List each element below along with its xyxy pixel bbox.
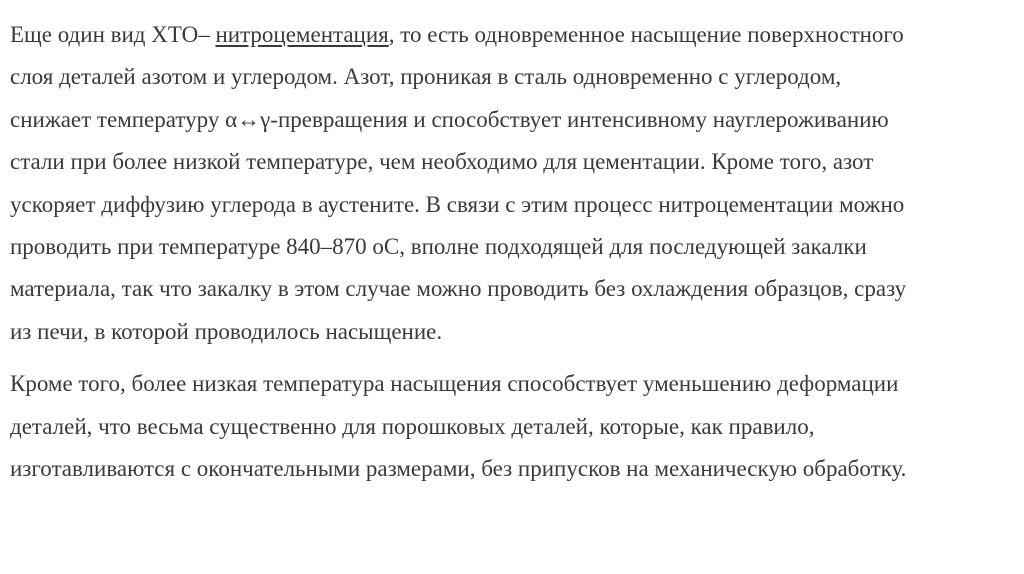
underlined-term: нитроцементация [215, 22, 389, 47]
text-line: ускоряет диффузию углерода в аустените. В связи с этим процесс нитроцементации можно [10, 191, 905, 217]
text-line: снижает температуру α↔γ-превращения и способствует интенсивному науглероживанию [10, 106, 889, 132]
text-line: из печи, в которой проводилось насыщение. [10, 318, 443, 344]
text-line: материала, так что закалку в этом случае можно проводить без охлаждения образцов, сразу [10, 276, 907, 302]
paragraph-nitrocementation [10, 14, 1008, 353]
text-line: слоя деталей азотом и углеродом. Азот, проникая в сталь одновременно с углеродом, [10, 64, 842, 90]
text-line: проводить при температуре 840–870 оС, вполне подходящей для последующей закалки [10, 234, 867, 260]
text-line: стали при более низкой температуре, чем необходимо для цементации. Кроме того, азот [10, 149, 874, 175]
text-line: изготавливаются с окончательными размерами, без припусков на механическую обработку. [10, 456, 907, 482]
text-segment: Еще один вид ХТО– [10, 22, 216, 47]
paragraph-deformation [10, 363, 1008, 490]
text-segment: , то есть одновременное насыщение поверхностного [388, 22, 904, 47]
text-line: деталей, что весьма существенно для порошковых деталей, которые, как правило, [10, 413, 815, 439]
text-line: Кроме того, более низкая температура насыщения способствует уменьшению деформации [10, 371, 899, 397]
text-line [10, 14, 1008, 56]
paragraph-spacer [10, 353, 1008, 363]
